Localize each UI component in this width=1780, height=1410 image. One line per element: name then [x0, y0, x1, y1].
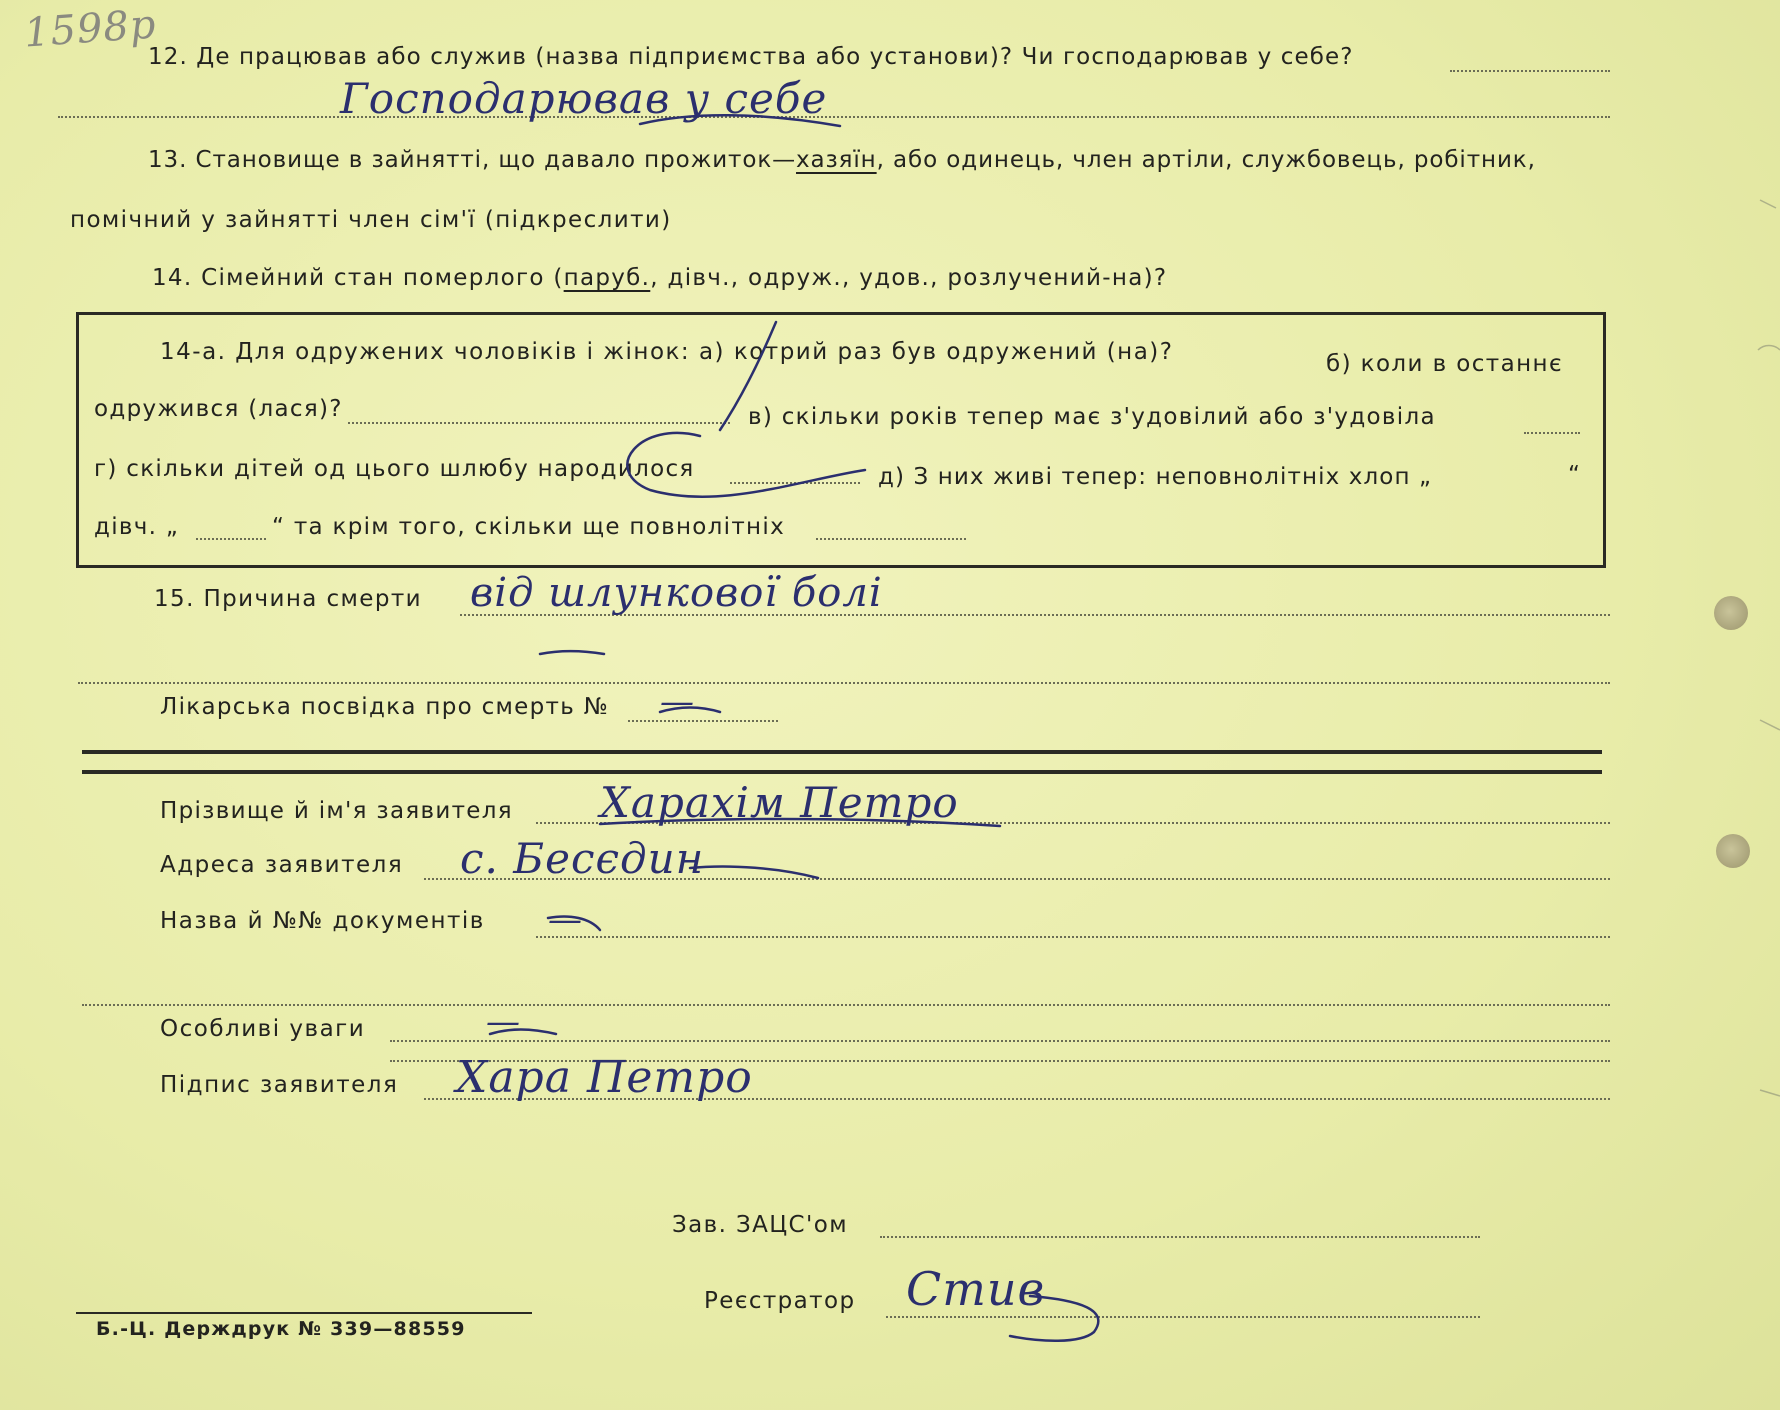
applicant-documents-label: Назва й №№ документів: [160, 908, 485, 934]
applicant-address-label: Адреса заявителя: [160, 852, 404, 878]
q12-question: 12. Де працював або служив (назва підприємства або установи)? Чи господарював у себе?: [148, 44, 1354, 70]
applicant-signature-value: Хара Петро: [456, 1052, 753, 1103]
q14a-line4-b: “ та крім того, скільки ще повнолітніх: [272, 514, 785, 540]
zags-head-label: Зав. ЗАЦС'ом: [672, 1212, 848, 1238]
q13-selected-option: хазяїн: [796, 147, 877, 173]
q14a-line3-b: д) З них живі тепер: неповнолітніх хлоп „: [878, 464, 1433, 490]
registrar-label: Реєстратор: [704, 1288, 856, 1314]
q15-answer: від шлункової болі: [470, 570, 883, 616]
applicant-name-label: Прізвище й ім'я заявителя: [160, 798, 513, 824]
medical-certificate-value: —: [660, 682, 695, 722]
q14a-line1-b: б) коли в останнє: [1326, 351, 1563, 377]
printer-imprint: Б.-Ц. Держдрук № 339—88559: [96, 1318, 466, 1340]
q14a-line2-b: в) скільки років тепер має з'удовілий або з'удовіла: [748, 404, 1436, 430]
q14a-line3: г) скільки дітей од цього шлюбу народилося: [94, 456, 695, 482]
q14-selected-option: паруб.: [563, 265, 651, 291]
q12-answer: Господарював у себе: [340, 74, 828, 123]
corner-archive-mark: 1598р: [22, 1, 158, 57]
notes-label: Особливі уваги: [160, 1016, 366, 1042]
q13-prefix: 13. Становище в зайнятті, що давало прожиток—: [148, 147, 797, 173]
applicant-documents-value: —: [548, 900, 583, 940]
q14a-line4: дівч. „: [94, 514, 180, 540]
notes-value: —: [486, 1002, 521, 1042]
applicant-address-value: с. Бесєдин: [460, 834, 705, 883]
q15-label: 15. Причина смерти: [154, 586, 423, 612]
q14a-line3-close-quote: “: [1568, 462, 1581, 488]
q13-rest: , або одинець, член артіли, службовець, робітник,: [876, 147, 1536, 173]
medical-certificate-label: Лікарська посвідка про смерть №: [160, 694, 609, 720]
q14-prefix: 14. Сімейний стан померлого (: [152, 265, 564, 291]
q14-rest: , дівч., одруж., удов., розлучений-на)?: [650, 265, 1168, 291]
q14a-line2: одружився (лася)?: [94, 396, 343, 422]
applicant-name-value: Харахім Петро: [600, 778, 959, 827]
q13-question-line2: помічний у зайнятті член сім'ї (підкреслити): [70, 207, 672, 233]
applicant-signature-label: Підпис заявителя: [160, 1072, 399, 1098]
q14a-line1: 14-а. Для одружених чоловіків і жінок: а) котрий раз був одружений (на)?: [160, 339, 1174, 365]
registrar-signature: Стив: [906, 1262, 1046, 1316]
